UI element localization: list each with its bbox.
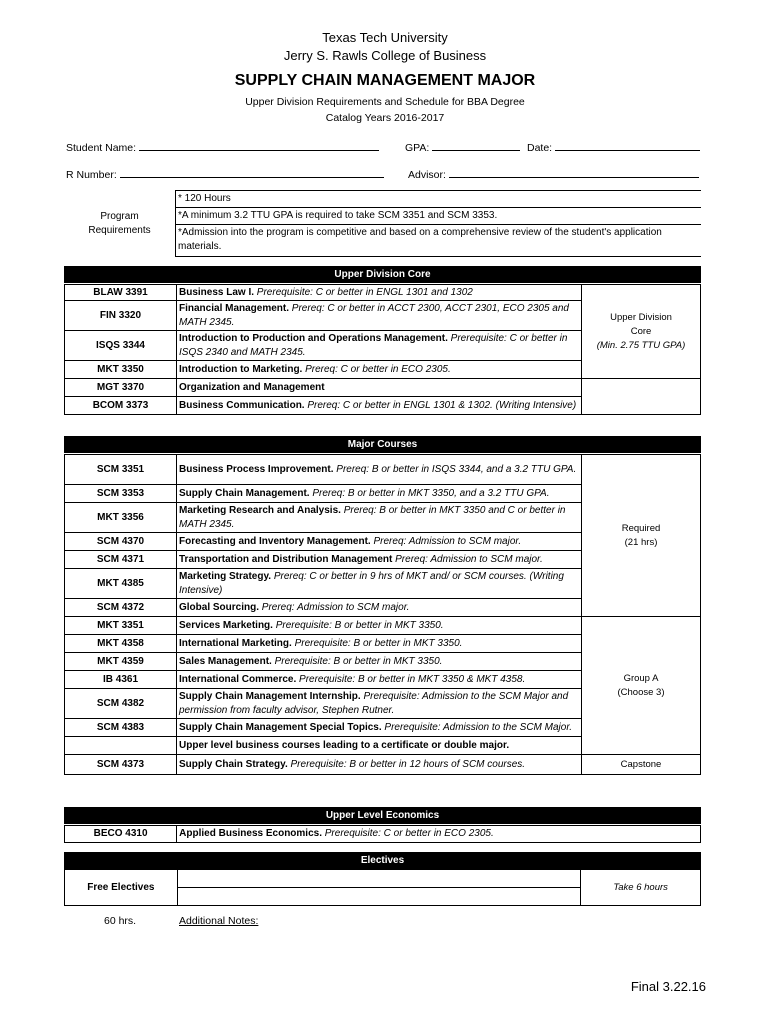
course-description: Introduction to Production and Operations Management. Prerequisite: C or better in ISQS 2340 and MATH 2345. <box>177 331 582 361</box>
course-description: Supply Chain Management Internship. Prerequisite: Admission to the SCM Major and permission from faculty advisor, Stephen Rutner. <box>177 689 582 719</box>
r-number-line[interactable] <box>120 167 384 178</box>
course-description: Marketing Research and Analysis. Prereq: B or better in MKT 3350 and C or better in MATH 2345. <box>177 503 582 533</box>
date-label: Date: <box>527 142 553 154</box>
course-code: SCM 4383 <box>65 719 177 737</box>
course-description: Sales Management. Prerequisite: B or better in MKT 3350. <box>177 653 582 671</box>
course-code: MKT 4358 <box>65 635 177 653</box>
course-description: Supply Chain Strategy. Prerequisite: B or better in 12 hours of SCM courses. <box>177 755 582 775</box>
course-code: SCM 3353 <box>65 485 177 503</box>
page-subtitle: Upper Division Requirements and Schedule for BBA Degree <box>245 96 525 108</box>
core-gpa-note: Upper Division Core (Min. 2.75 TTU GPA) <box>582 285 701 379</box>
course-description: Upper level business courses leading to a certificate or double major. <box>177 737 582 755</box>
r-number-label: R Number: <box>66 169 117 181</box>
catalog-years: Catalog Years 2016-2017 <box>325 112 445 124</box>
course-description: Transportation and Distribution Management Prereq: Admission to SCM major. <box>177 551 582 569</box>
course-code: MKT 4385 <box>65 569 177 599</box>
course-code: IB 4361 <box>65 671 177 689</box>
course-description: Forecasting and Inventory Management. Prereq: Admission to SCM major. <box>177 533 582 551</box>
electives-entry[interactable] <box>177 870 581 906</box>
requirement-gpa: *A minimum 3.2 TTU GPA is required to take SCM 3351 and SCM 3353. <box>176 207 702 224</box>
electives-label: Free Electives <box>65 870 178 906</box>
total-hours: 60 hrs. <box>104 915 137 927</box>
course-code: FIN 3320 <box>65 301 177 331</box>
core-header: Upper Division Core <box>64 266 701 283</box>
required-hours-note: Required (21 hrs) <box>582 455 701 617</box>
date-field[interactable] <box>527 140 700 154</box>
course-description: Financial Management. Prereq: C or better in ACCT 2300, ACCT 2301, ECO 2305 and MATH 2345. <box>177 301 582 331</box>
course-code <box>65 737 177 755</box>
capstone-row <box>65 755 701 775</box>
major-table <box>64 454 701 775</box>
program-requirements-label: Program Requirements <box>64 191 176 257</box>
course-code: ISQS 3344 <box>65 331 177 361</box>
course-description: Introduction to Marketing. Prereq: C or better in ECO 2305. <box>177 361 582 379</box>
course-description: International Marketing. Prerequisite: B or better in MKT 3350. <box>177 635 582 653</box>
course-code: MGT 3370 <box>65 379 177 397</box>
program-requirements-table <box>64 190 701 257</box>
version-label: Final 3.22.16 <box>630 979 706 994</box>
core-table <box>64 284 701 415</box>
advisor-field[interactable] <box>408 167 699 181</box>
student-name-line[interactable] <box>139 140 379 151</box>
economics-header: Upper Level Economics <box>64 807 701 824</box>
gpa-line[interactable] <box>432 140 520 151</box>
course-code: SCM 4370 <box>65 533 177 551</box>
r-number-field[interactable] <box>66 167 384 181</box>
course-code: BCOM 3373 <box>65 397 177 415</box>
table-row <box>65 455 701 485</box>
capstone-label: Capstone <box>582 755 701 775</box>
student-name-field[interactable] <box>66 140 379 154</box>
requirement-hours: * 120 Hours <box>176 191 702 208</box>
university-name: Texas Tech University <box>322 30 448 45</box>
economics-table <box>64 825 701 843</box>
course-code: BLAW 3391 <box>65 285 177 301</box>
course-code: MKT 4359 <box>65 653 177 671</box>
additional-notes-label: Additional Notes: <box>179 915 259 927</box>
electives-table <box>64 869 701 906</box>
date-line[interactable] <box>555 140 700 151</box>
course-description: International Commerce. Prerequisite: B or better in MKT 3350 & MKT 4358. <box>177 671 582 689</box>
course-description: Business Process Improvement. Prereq: B or better in ISQS 3344, and a 3.2 TTU GPA. <box>177 455 582 485</box>
course-code: BECO 4310 <box>65 826 177 843</box>
course-description: Applied Business Economics. Prerequisite: C or better in ECO 2305. <box>177 826 701 843</box>
advisor-line[interactable] <box>449 167 699 178</box>
group-a-note: Group A (Choose 3) <box>582 617 701 755</box>
gpa-field[interactable] <box>405 140 520 154</box>
course-description: Services Marketing. Prerequisite: B or better in MKT 3350. <box>177 617 582 635</box>
college-name: Jerry S. Rawls College of Business <box>283 48 487 63</box>
table-row <box>65 379 701 397</box>
course-description: Global Sourcing. Prereq: Admission to SCM major. <box>177 599 582 617</box>
advisor-label: Advisor: <box>408 169 446 181</box>
course-code: SCM 3351 <box>65 455 177 485</box>
course-code: MKT 3351 <box>65 617 177 635</box>
course-code: MKT 3350 <box>65 361 177 379</box>
course-description: Supply Chain Management. Prereq: B or better in MKT 3350, and a 3.2 TTU GPA. <box>177 485 582 503</box>
course-code: MKT 3356 <box>65 503 177 533</box>
course-description: Marketing Strategy. Prereq: C or better in 9 hrs of MKT and/ or SCM courses. (Writing Intensive) <box>177 569 582 599</box>
core-blank <box>582 379 701 415</box>
course-description: Supply Chain Management Special Topics. Prerequisite: Admission to the SCM Major. <box>177 719 582 737</box>
gpa-label: GPA: <box>405 142 430 154</box>
electives-hours: Take 6 hours <box>581 870 701 906</box>
student-name-label: Student Name: <box>66 142 137 154</box>
course-code: SCM 4382 <box>65 689 177 719</box>
table-row <box>65 285 701 301</box>
course-code: SCM 4373 <box>65 755 177 775</box>
course-description: Business Communication. Prereq: C or better in ENGL 1301 & 1302. (Writing Intensive) <box>177 397 582 415</box>
course-code: SCM 4372 <box>65 599 177 617</box>
course-description: Business Law I. Prerequisite: C or better in ENGL 1301 and 1302 <box>177 285 582 301</box>
course-description: Organization and Management <box>177 379 582 397</box>
course-code: SCM 4371 <box>65 551 177 569</box>
major-header: Major Courses <box>64 436 701 453</box>
electives-header: Electives <box>64 852 701 869</box>
requirement-admission: *Admission into the program is competitive and based on a comprehensive review of the student's application materials. <box>176 224 702 256</box>
table-row <box>65 617 701 635</box>
page-title: SUPPLY CHAIN MANAGEMENT MAJOR <box>234 72 536 89</box>
